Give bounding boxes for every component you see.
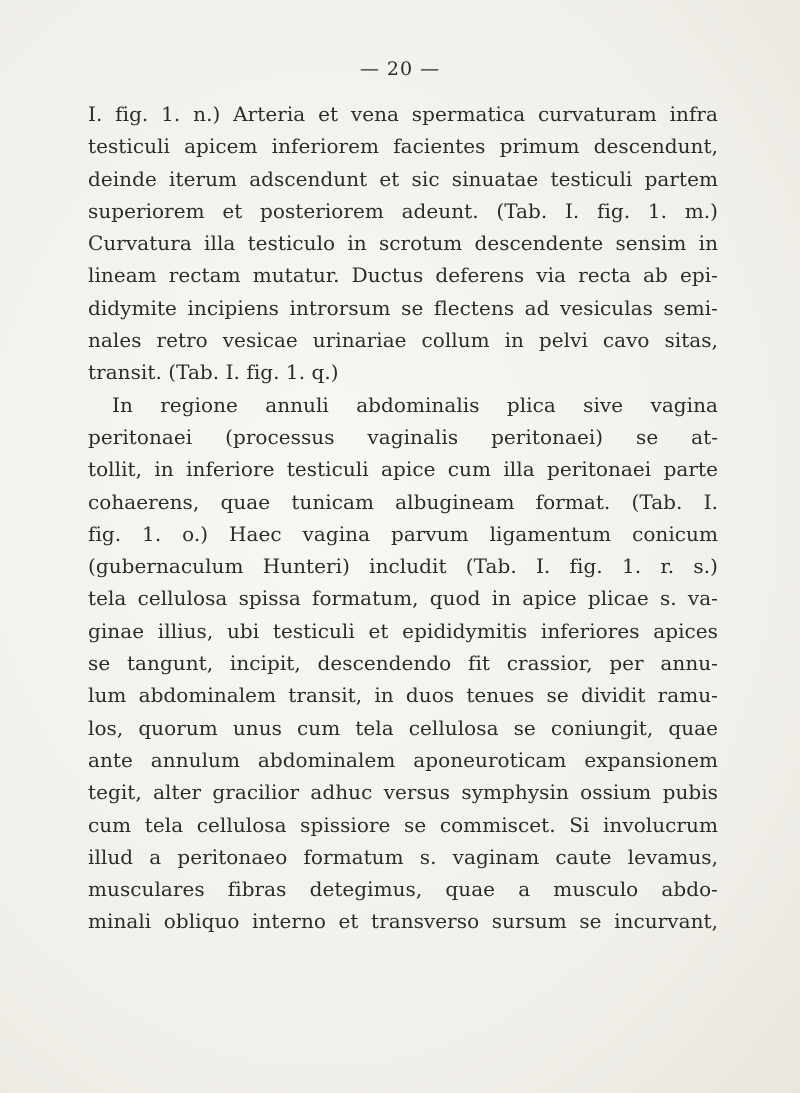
text-line: Curvatura illa testiculo in scrotum descendente sensim in	[88, 231, 718, 256]
text-line: nales retro vesicae urinariae collum in pelvi cavo sitas,	[88, 328, 718, 353]
text-line: tegit, alter gracilior adhuc versus symphysin ossium pubis	[88, 780, 718, 805]
page-number-header: — 20 —	[359, 58, 441, 80]
text-line: tela cellulosa spissa formatum, quod in apice plicae s. va-	[88, 586, 718, 611]
text-line: se tangunt, incipit, descendendo fit crassior, per annu-	[88, 651, 718, 676]
text-line: I. fig. 1. n.) Arteria et vena spermatica curvaturam infra	[88, 102, 718, 126]
text-line: deinde iterum adscendunt et sic sinuatae testiculi partem	[88, 166, 718, 191]
text-line: ante annulum abdominalem aponeuroticam expansionem	[88, 747, 718, 772]
text-line: cum tela cellulosa spissiore se commiscet. Si involucrum	[88, 812, 718, 837]
text-line: peritonaei (processus vaginalis peritonaei) se at-	[88, 424, 718, 449]
text-line: In regione annuli abdominalis plica sive vagina	[112, 392, 718, 417]
text-line: didymite incipiens introrsum se flectens ad vesiculas semi-	[88, 295, 718, 320]
text-line: ginae illius, ubi testiculi et epididymitis inferiores apices	[88, 618, 718, 643]
text-line: testiculi apicem inferiorem facientes primum descendunt,	[88, 134, 718, 159]
body-text	[88, 98, 718, 938]
text-line: tollit, in inferiore testiculi apice cum illa peritonaei parte	[88, 457, 718, 482]
text-line: lum abdominalem transit, in duos tenues se dividit ramu-	[88, 683, 718, 708]
text-line: superiorem et posteriorem adeunt. (Tab. I. fig. 1. m.)	[88, 198, 718, 223]
text-line: transit. (Tab. I. fig. 1. q.)	[88, 360, 339, 385]
text-line: musculares fibras detegimus, quae a musculo abdo-	[88, 877, 718, 902]
text-line: lineam rectam mutatur. Ductus deferens via recta ab epi-	[88, 263, 718, 288]
text-line: cohaerens, quae tunicam albugineam format. (Tab. I.	[88, 489, 718, 514]
text-line: fig. 1. o.) Haec vagina parvum ligamentum conicum	[88, 521, 718, 546]
text-line: illud a peritonaeo formatum s. vaginam caute levamus,	[88, 844, 718, 869]
text-line: (gubernaculum Hunteri) includit (Tab. I. fig. 1. r. s.)	[88, 554, 718, 579]
text-line: minali obliquo interno et transverso sursum se incurvant,	[88, 909, 718, 934]
text-line: los, quorum unus cum tela cellulosa se coniungit, quae	[88, 715, 718, 740]
